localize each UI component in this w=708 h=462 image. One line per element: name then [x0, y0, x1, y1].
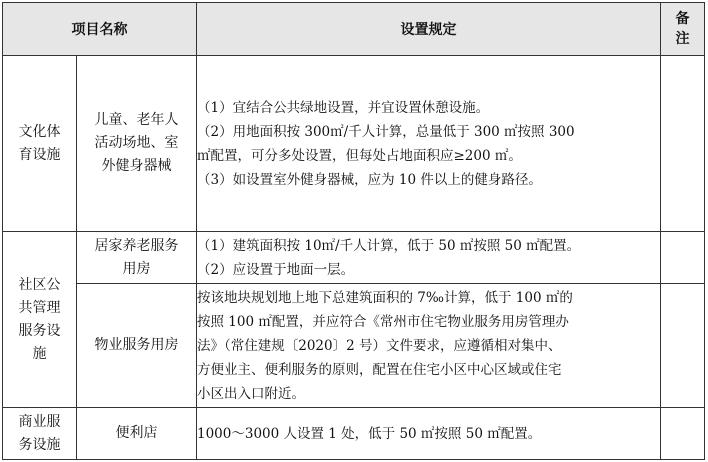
- rule-line: 1000～3000 人设置 1 处，低于 50 ㎡按照 50 ㎡配置。: [197, 425, 542, 442]
- rules-cell: [197, 284, 661, 408]
- category-line: 施: [32, 345, 47, 362]
- table-row-elderly-care: [3, 232, 705, 284]
- header-remarks-char-1: 备: [675, 11, 690, 27]
- item-line: 便利店: [115, 425, 158, 441]
- rule-line: （2）用地面积按 300㎡/千人计算，总量低于 300 ㎡按照 300: [197, 123, 575, 140]
- category-line: 务设施: [18, 436, 61, 453]
- item-line: 居家养老服务: [94, 237, 179, 254]
- category-line: 育设施: [18, 146, 61, 163]
- category-line: 文化体: [18, 123, 61, 140]
- table-row-culture-sports: [3, 56, 705, 232]
- rule-line: 方便业主、便利服务的原则，配置在住宅小区中心区域或住宅: [197, 361, 562, 378]
- rule-line: （1）宜结合公共绿地设置，并宜设置休憩设施。: [197, 99, 490, 116]
- rule-line: （3）如设置室外健身器械，应为 10 件以上的健身路径。: [197, 171, 542, 188]
- category-line: 商业服: [18, 413, 61, 430]
- category-cell: [3, 56, 77, 232]
- rules-cell: [197, 56, 661, 232]
- rule-line: 按该地块规划地上地下总建筑面积的 7‰计算，低于 100 ㎡的: [197, 289, 573, 306]
- rules-cell: [197, 232, 661, 284]
- rule-line: 按照 100 ㎡配置，并应符合《常州市住宅物业服务用房管理办: [197, 313, 569, 330]
- rules-cell: [197, 408, 661, 460]
- rule-line: ㎡配置，可分多处设置，但每处占地面积应≥200 ㎡。: [197, 147, 522, 164]
- item-cell: [77, 56, 197, 232]
- rule-line: （2）应设置于地面一层。: [197, 261, 355, 278]
- item-cell: [77, 284, 197, 408]
- category-cell: [3, 408, 77, 460]
- rule-line: （1）建筑面积按 10㎡/千人计算，低于 50 ㎡按照 50 ㎡配置。: [197, 237, 581, 254]
- header-row: [3, 3, 705, 56]
- item-cell: [77, 408, 197, 460]
- header-rules: 设置规定: [197, 3, 661, 56]
- item-line: 活动场地、室: [94, 135, 179, 151]
- remarks-cell: [661, 408, 705, 460]
- header-remarks-char-2: 注: [675, 31, 690, 47]
- facility-spec-table: [2, 2, 705, 460]
- item-line: 儿童、老年人: [94, 112, 179, 128]
- remarks-cell: [661, 232, 705, 284]
- remarks-cell: [661, 284, 705, 408]
- table-row-property-service: [3, 284, 705, 408]
- table-row-commercial: [3, 408, 705, 460]
- item-cell: [77, 232, 197, 284]
- category-line: 共管理: [18, 299, 61, 316]
- item-line: 外健身器械: [101, 158, 172, 174]
- header-remarks: [661, 3, 705, 56]
- rule-line: 小区出入口附近。: [197, 385, 305, 402]
- header-item-name: 项目名称: [3, 3, 197, 56]
- item-line: 物业服务用房: [94, 337, 179, 353]
- item-line: 用房: [122, 260, 151, 277]
- category-cell: [3, 232, 77, 408]
- category-line: 服务设: [18, 322, 61, 339]
- rule-line: 法》（常住建规〔2020〕2 号）文件要求，应遵循相对集中、: [197, 337, 562, 354]
- remarks-cell: [661, 56, 705, 232]
- category-line: 社区公: [18, 276, 61, 293]
